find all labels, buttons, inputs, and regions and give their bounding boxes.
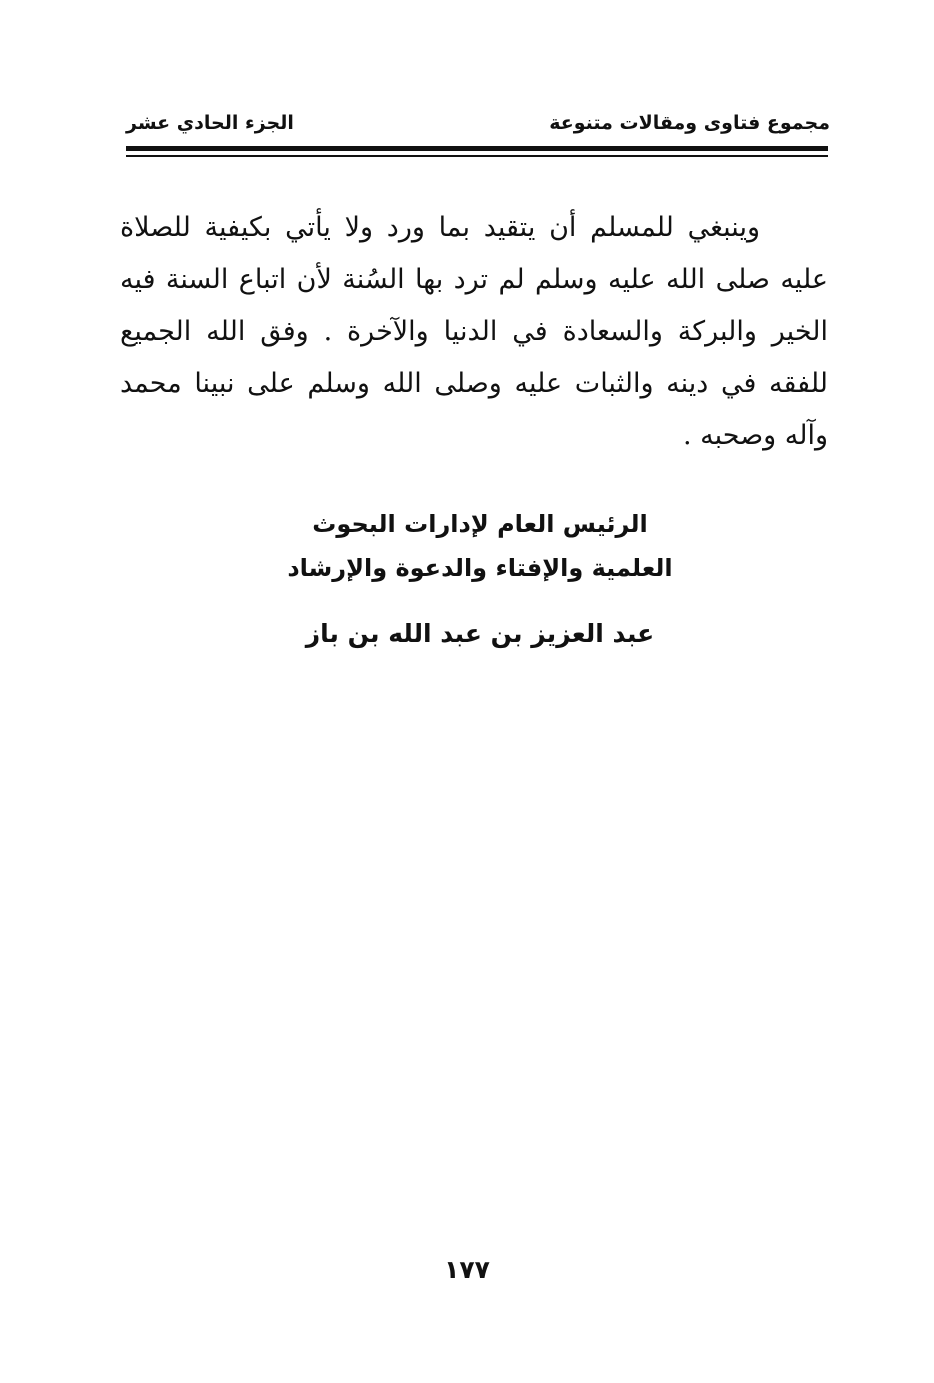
header-rule-thin — [126, 155, 828, 157]
header-rule-thick — [126, 146, 828, 151]
page-number: ١٧٧ — [444, 1255, 490, 1284]
book-title: مجموع فتاوى ومقالات متنوعة — [549, 112, 830, 134]
header-double-rule — [126, 146, 828, 160]
running-header — [120, 108, 830, 142]
body-paragraph: وينبغي للمسلم أن يتقيد بما ورد ولا يأتي بكيفية للصلاة عليه صلى الله عليه وسلم لم ترد بها السُنة لأن اتباع السنة فيه الخير والبركة والسعادة في الدنيا والآخرة . وفق الله الجميع للفقه في دينه والثبات عليه وصلى الله وسلم على نبينا محمد وآله وصحبه . — [120, 212, 828, 451]
signature-name: عبد العزيز بن عبد الله بن باز — [305, 619, 655, 648]
signature-title-line-1: الرئيس العام لإدارات البحوث — [312, 510, 648, 538]
volume-title: الجزء الحادي عشر — [126, 112, 294, 134]
signature-block — [220, 502, 740, 656]
body-text — [120, 202, 828, 462]
signature-title-line-2: العلمية والإفتاء والدعوة والإرشاد — [287, 554, 673, 582]
